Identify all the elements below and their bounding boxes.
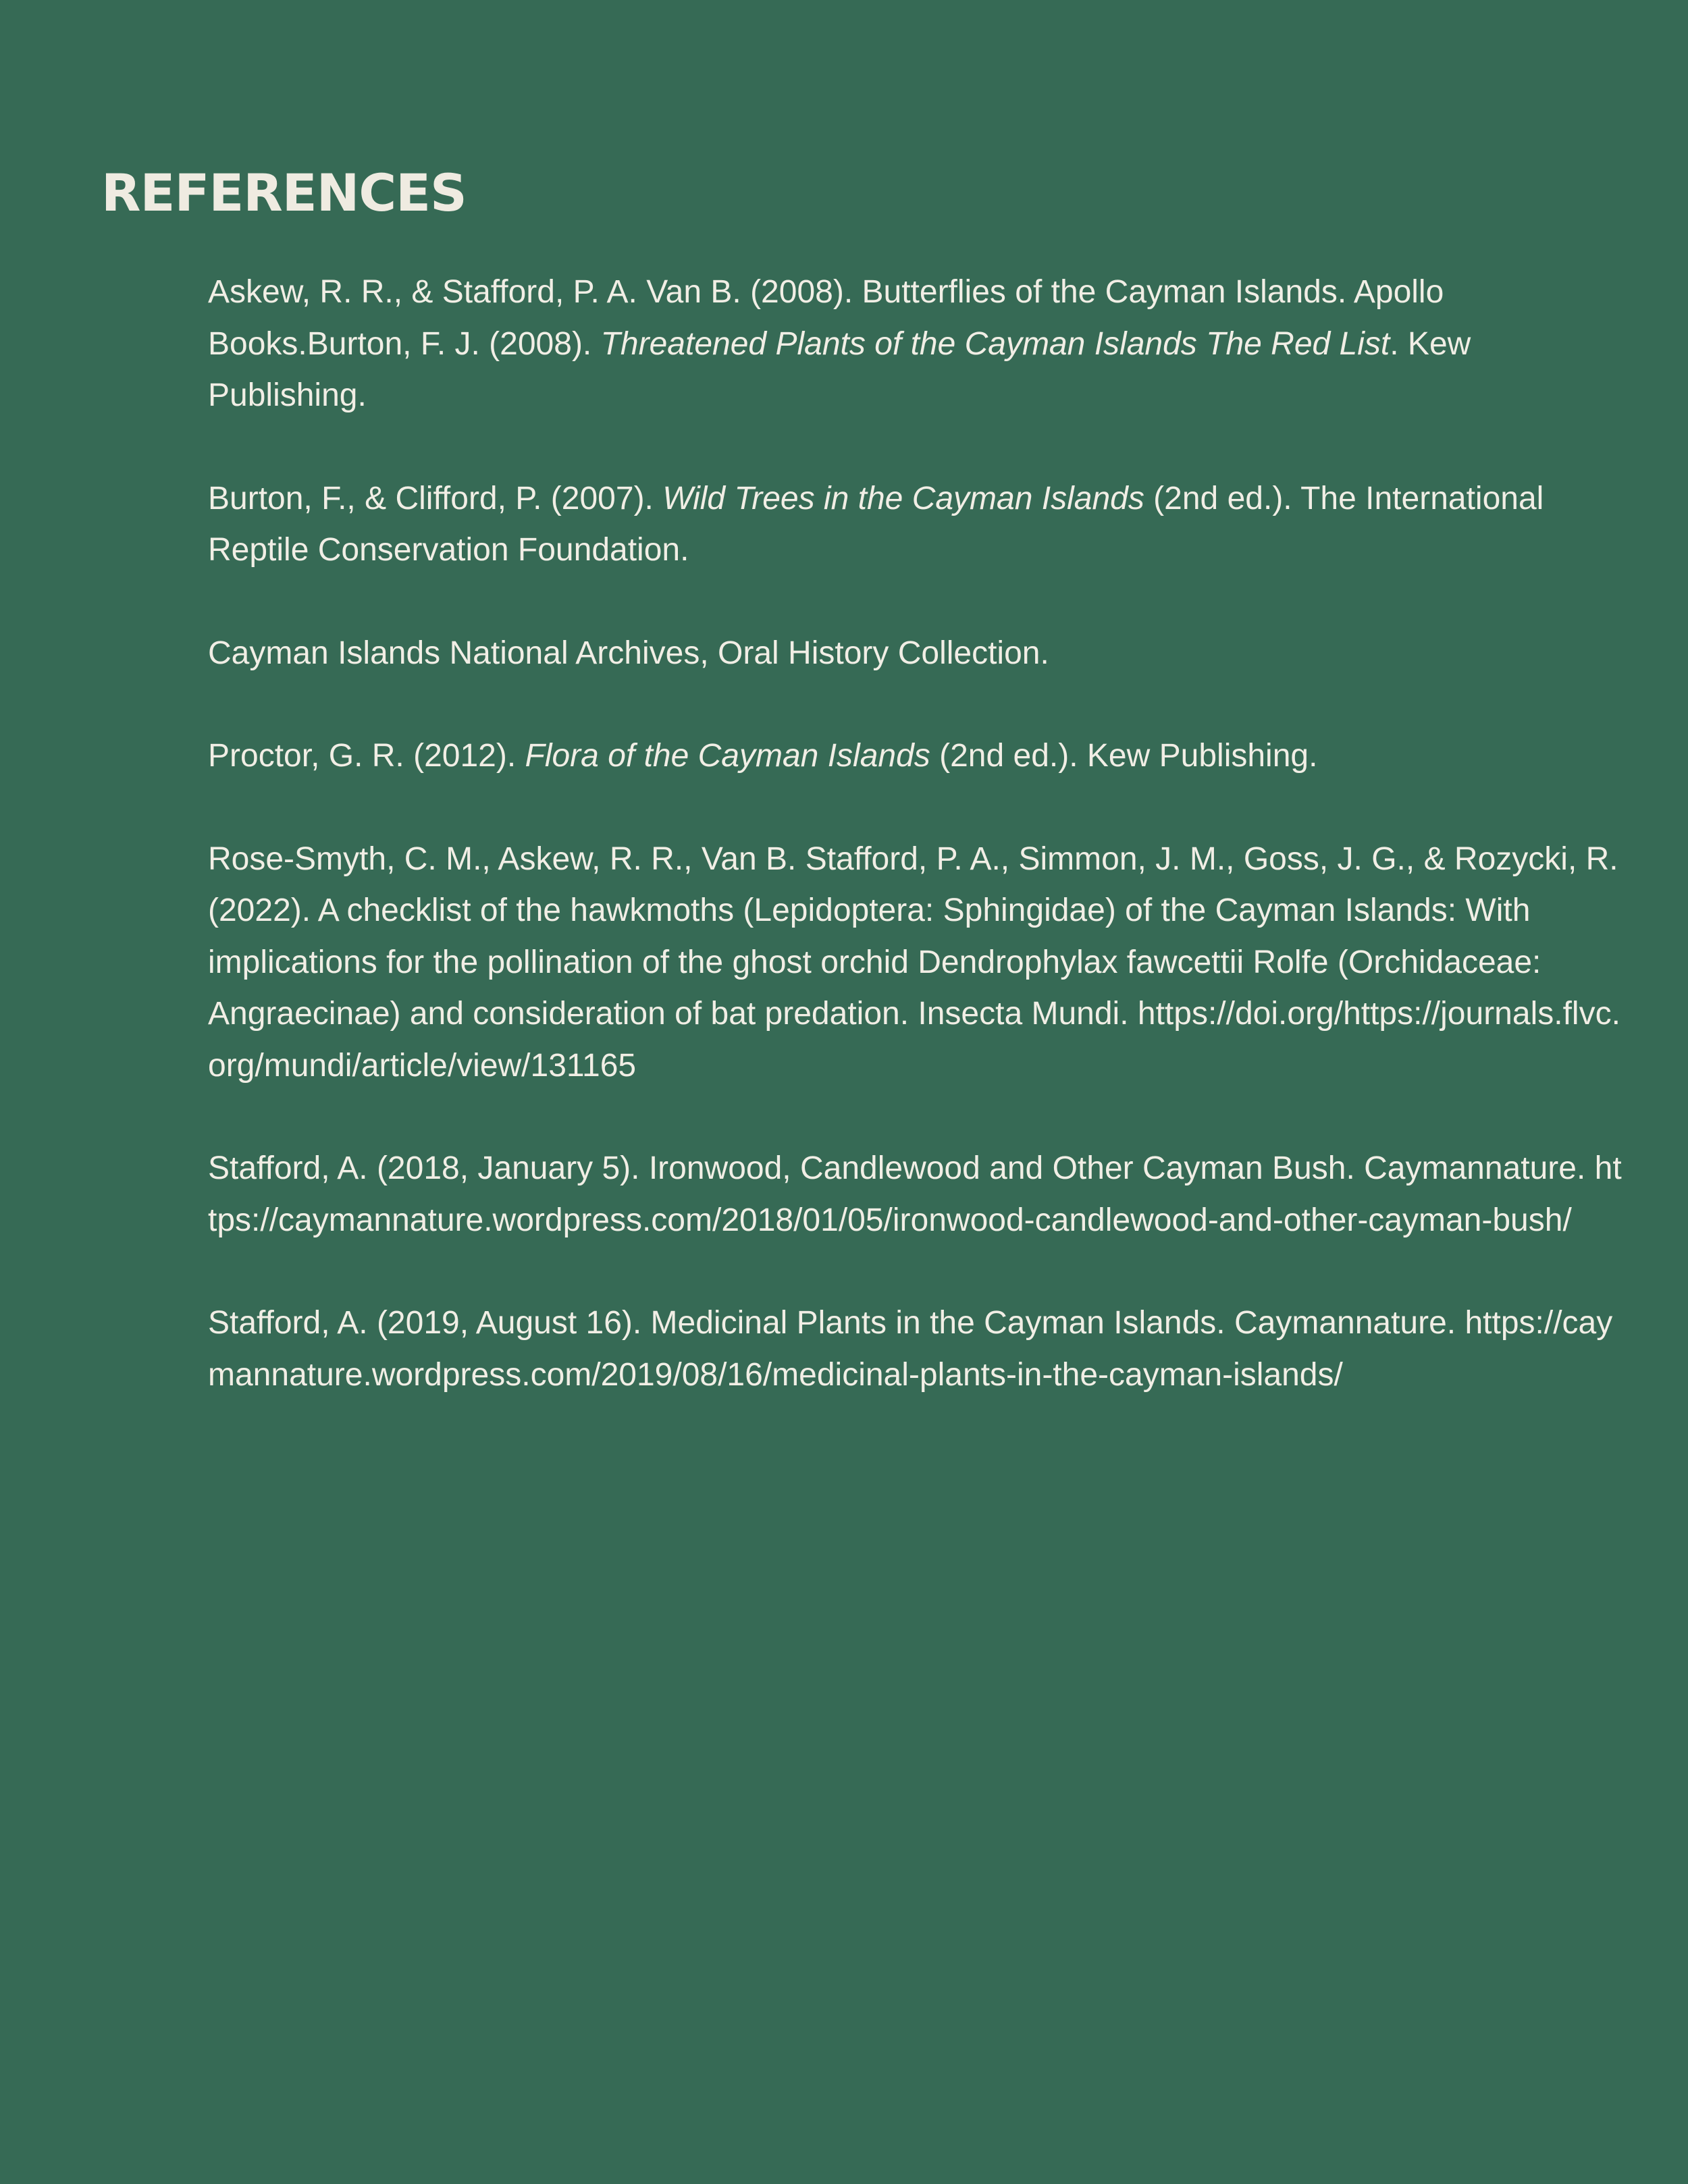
reference-title-italic: Flora of the Cayman Islands bbox=[525, 738, 930, 774]
reference-text: (2nd ed.). Kew Publishing. bbox=[930, 738, 1318, 774]
reference-entry-stafford-2019 bbox=[208, 1298, 1623, 1401]
reference-url[interactable]: https://caymannature.wordpress.com/2018/01/05/ironwood-candlewood-and-other-cayman-bush/ bbox=[208, 1150, 1622, 1238]
reference-text: Askew, R. R., & Stafford, P. A. Van B. (2008). Butterflies of the Cayman Islands. Apollo Books.Burton, F. J. (2008). bbox=[208, 274, 1444, 362]
page-title: REFERENCES bbox=[101, 163, 467, 223]
reference-text: Stafford, A. (2019, August 16). Medicinal Plants in the Cayman Islands. Caymannature. bbox=[208, 1305, 1465, 1341]
reference-entry-stafford-2018 bbox=[208, 1143, 1623, 1246]
reference-entry-burton bbox=[208, 473, 1623, 577]
reference-text: . Kew Publishing. bbox=[208, 325, 1471, 413]
reference-title-italic: Wild Trees in the Cayman Islands bbox=[662, 480, 1144, 516]
reference-list bbox=[208, 267, 1623, 1452]
reference-text: Rose-Smyth, C. M., Askew, R. R., Van B. Stafford, P. A., Simmon, J. M., Goss, J. G., & Rozycki, R. (2022). A checklist of the hawkmoths (Lepidoptera: Sphingidae) of the Cayman Islands: With implications for the pollination of the ghost orchid Dendrophylax fawcettii Rolfe (Orchidaceae: Angraecinae) and consideration of bat predation. Insecta Mundi. bbox=[208, 841, 1618, 1032]
reference-entry-proctor bbox=[208, 730, 1623, 782]
reference-text: (2nd ed.). The International Reptile Conservation Foundation. bbox=[208, 480, 1544, 568]
reference-text: Stafford, A. (2018, January 5). Ironwood, Candlewood and Other Cayman Bush. Caymannature. bbox=[208, 1150, 1595, 1186]
reference-url[interactable]: https://caymannature.wordpress.com/2019/08/16/medicinal-plants-in-the-cayman-islands/ bbox=[208, 1305, 1613, 1393]
reference-url[interactable]: https://doi.org/https://journals.flvc.org/mundi/article/view/131165 bbox=[208, 996, 1620, 1084]
reference-entry-askew bbox=[208, 267, 1623, 422]
reference-text: Cayman Islands National Archives, Oral History Collection. bbox=[208, 635, 1049, 671]
reference-text: Burton, F., & Clifford, P. (2007). bbox=[208, 480, 663, 516]
reference-title-italic: Threatened Plants of the Cayman Islands The Red List bbox=[600, 325, 1390, 362]
reference-entry-archives bbox=[208, 628, 1623, 680]
reference-text: Proctor, G. R. (2012). bbox=[208, 738, 525, 774]
reference-entry-rose-smyth bbox=[208, 834, 1623, 1092]
